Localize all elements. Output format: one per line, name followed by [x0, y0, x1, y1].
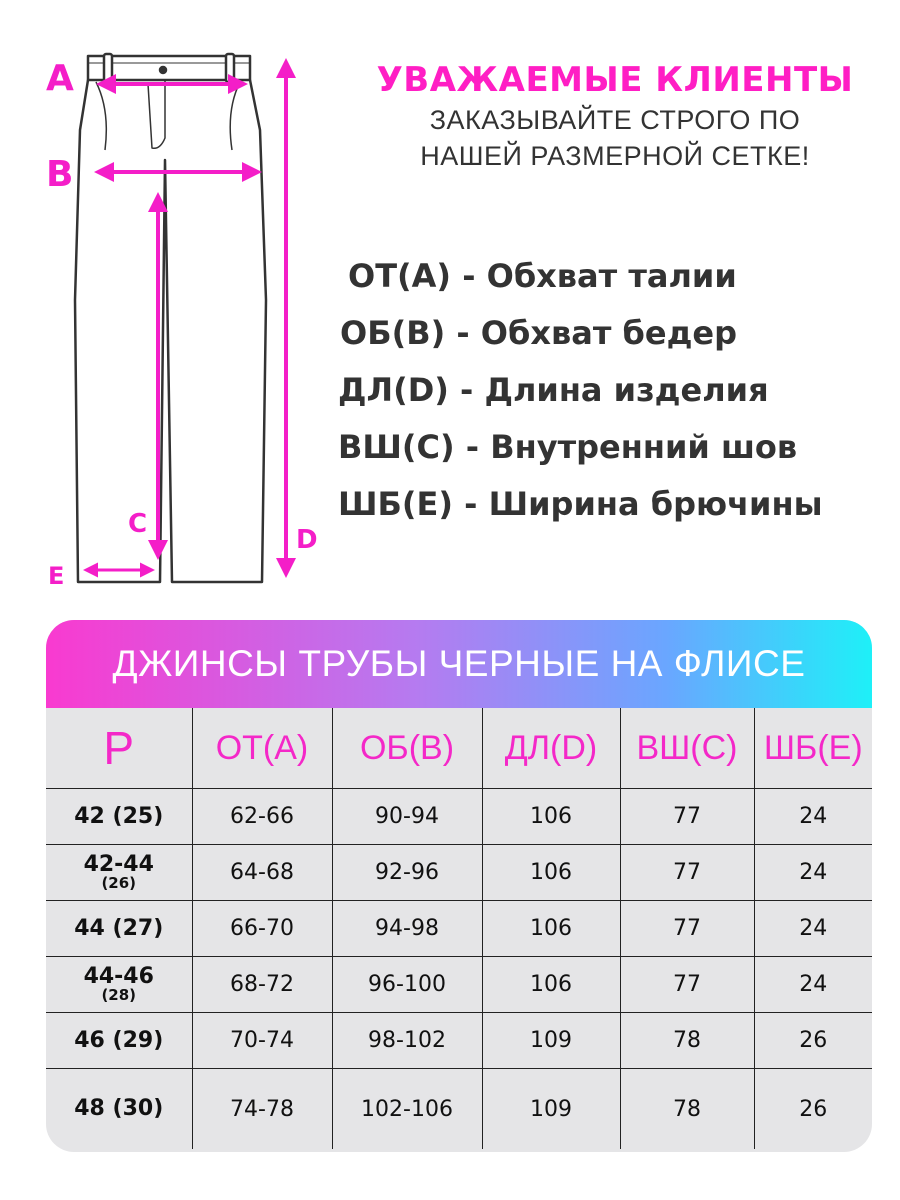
cell-inseam: 78 [620, 1013, 754, 1069]
cell-waist: 64-68 [192, 845, 332, 901]
label-a: A [46, 58, 74, 99]
cell-length: 106 [482, 901, 620, 957]
cell-leg-width: 26 [754, 1069, 872, 1150]
cell-hips: 98-102 [332, 1013, 482, 1069]
cell-length: 106 [482, 957, 620, 1013]
header-waist: ОТ(А) [192, 708, 332, 789]
cell-size: 44 (27) [46, 901, 192, 957]
cell-length: 109 [482, 1069, 620, 1150]
cell-hips: 92-96 [332, 845, 482, 901]
table-row [46, 957, 872, 1013]
cell-size: 44-46 (28) [46, 957, 192, 1013]
cell-hips: 90-94 [332, 789, 482, 845]
cell-waist: 62-66 [192, 789, 332, 845]
cell-hips: 96-100 [332, 957, 482, 1013]
cell-waist: 74-78 [192, 1069, 332, 1150]
cell-leg-width: 24 [754, 957, 872, 1013]
table-row [46, 1013, 872, 1069]
legend-length: ДЛ(D) - Длина изделия [338, 371, 769, 409]
measurement-legend [338, 250, 898, 535]
cell-hips: 102-106 [332, 1069, 482, 1150]
cell-inseam: 78 [620, 1069, 754, 1150]
legend-hips: ОБ(В) - Обхват бедер [340, 314, 738, 352]
size-table [46, 708, 872, 1149]
table-row [46, 789, 872, 845]
notice-line-1: ЗАКАЗЫВАЙТЕ СТРОГО ПО [429, 105, 801, 135]
label-c: C [128, 509, 148, 539]
label-d: D [296, 525, 318, 555]
notice-line-2: НАШЕЙ РАЗМЕРНОЙ СЕТКЕ! [420, 141, 810, 171]
table-row [46, 1069, 872, 1150]
cell-size: 42-44 (26) [46, 845, 192, 901]
cell-leg-width: 26 [754, 1013, 872, 1069]
cell-inseam: 77 [620, 845, 754, 901]
cell-leg-width: 24 [754, 845, 872, 901]
label-e: E [48, 562, 65, 590]
cell-inseam: 77 [620, 789, 754, 845]
table-header-row [46, 708, 872, 789]
header-hips: ОБ(В) [332, 708, 482, 789]
header-size: Р [46, 708, 192, 789]
legend-inseam: ВШ(С) - Внутренний шов [338, 428, 798, 466]
cell-waist: 70-74 [192, 1013, 332, 1069]
label-b: B [46, 154, 74, 195]
table-row [46, 901, 872, 957]
header-length: ДЛ(D) [482, 708, 620, 789]
cell-size: 48 (30) [46, 1069, 192, 1150]
cell-waist: 68-72 [192, 957, 332, 1013]
notice-heading [330, 58, 900, 174]
cell-leg-width: 24 [754, 901, 872, 957]
cell-inseam: 77 [620, 901, 754, 957]
table-row [46, 845, 872, 901]
header-inseam: ВШ(С) [620, 708, 754, 789]
cell-waist: 66-70 [192, 901, 332, 957]
cell-hips: 94-98 [332, 901, 482, 957]
notice-title: УВАЖАЕМЫЕ КЛИЕНТЫ [376, 60, 854, 100]
pants-measurement-diagram [0, 0, 340, 610]
table-title: ДЖИНСЫ ТРУБЫ ЧЕРНЫЕ НА ФЛИСЕ [112, 643, 806, 684]
legend-leg-width: ШБ(Е) - Ширина брючины [338, 485, 823, 523]
header-leg-width: ШБ(Е) [754, 708, 872, 789]
pants-outline [75, 54, 266, 582]
cell-leg-width: 24 [754, 789, 872, 845]
legend-waist: ОТ(А) - Обхват талии [348, 257, 737, 295]
cell-length: 109 [482, 1013, 620, 1069]
size-table-card [46, 620, 872, 1152]
cell-size: 46 (29) [46, 1013, 192, 1069]
cell-length: 106 [482, 845, 620, 901]
cell-size: 42 (25) [46, 789, 192, 845]
cell-inseam: 77 [620, 957, 754, 1013]
cell-length: 106 [482, 789, 620, 845]
